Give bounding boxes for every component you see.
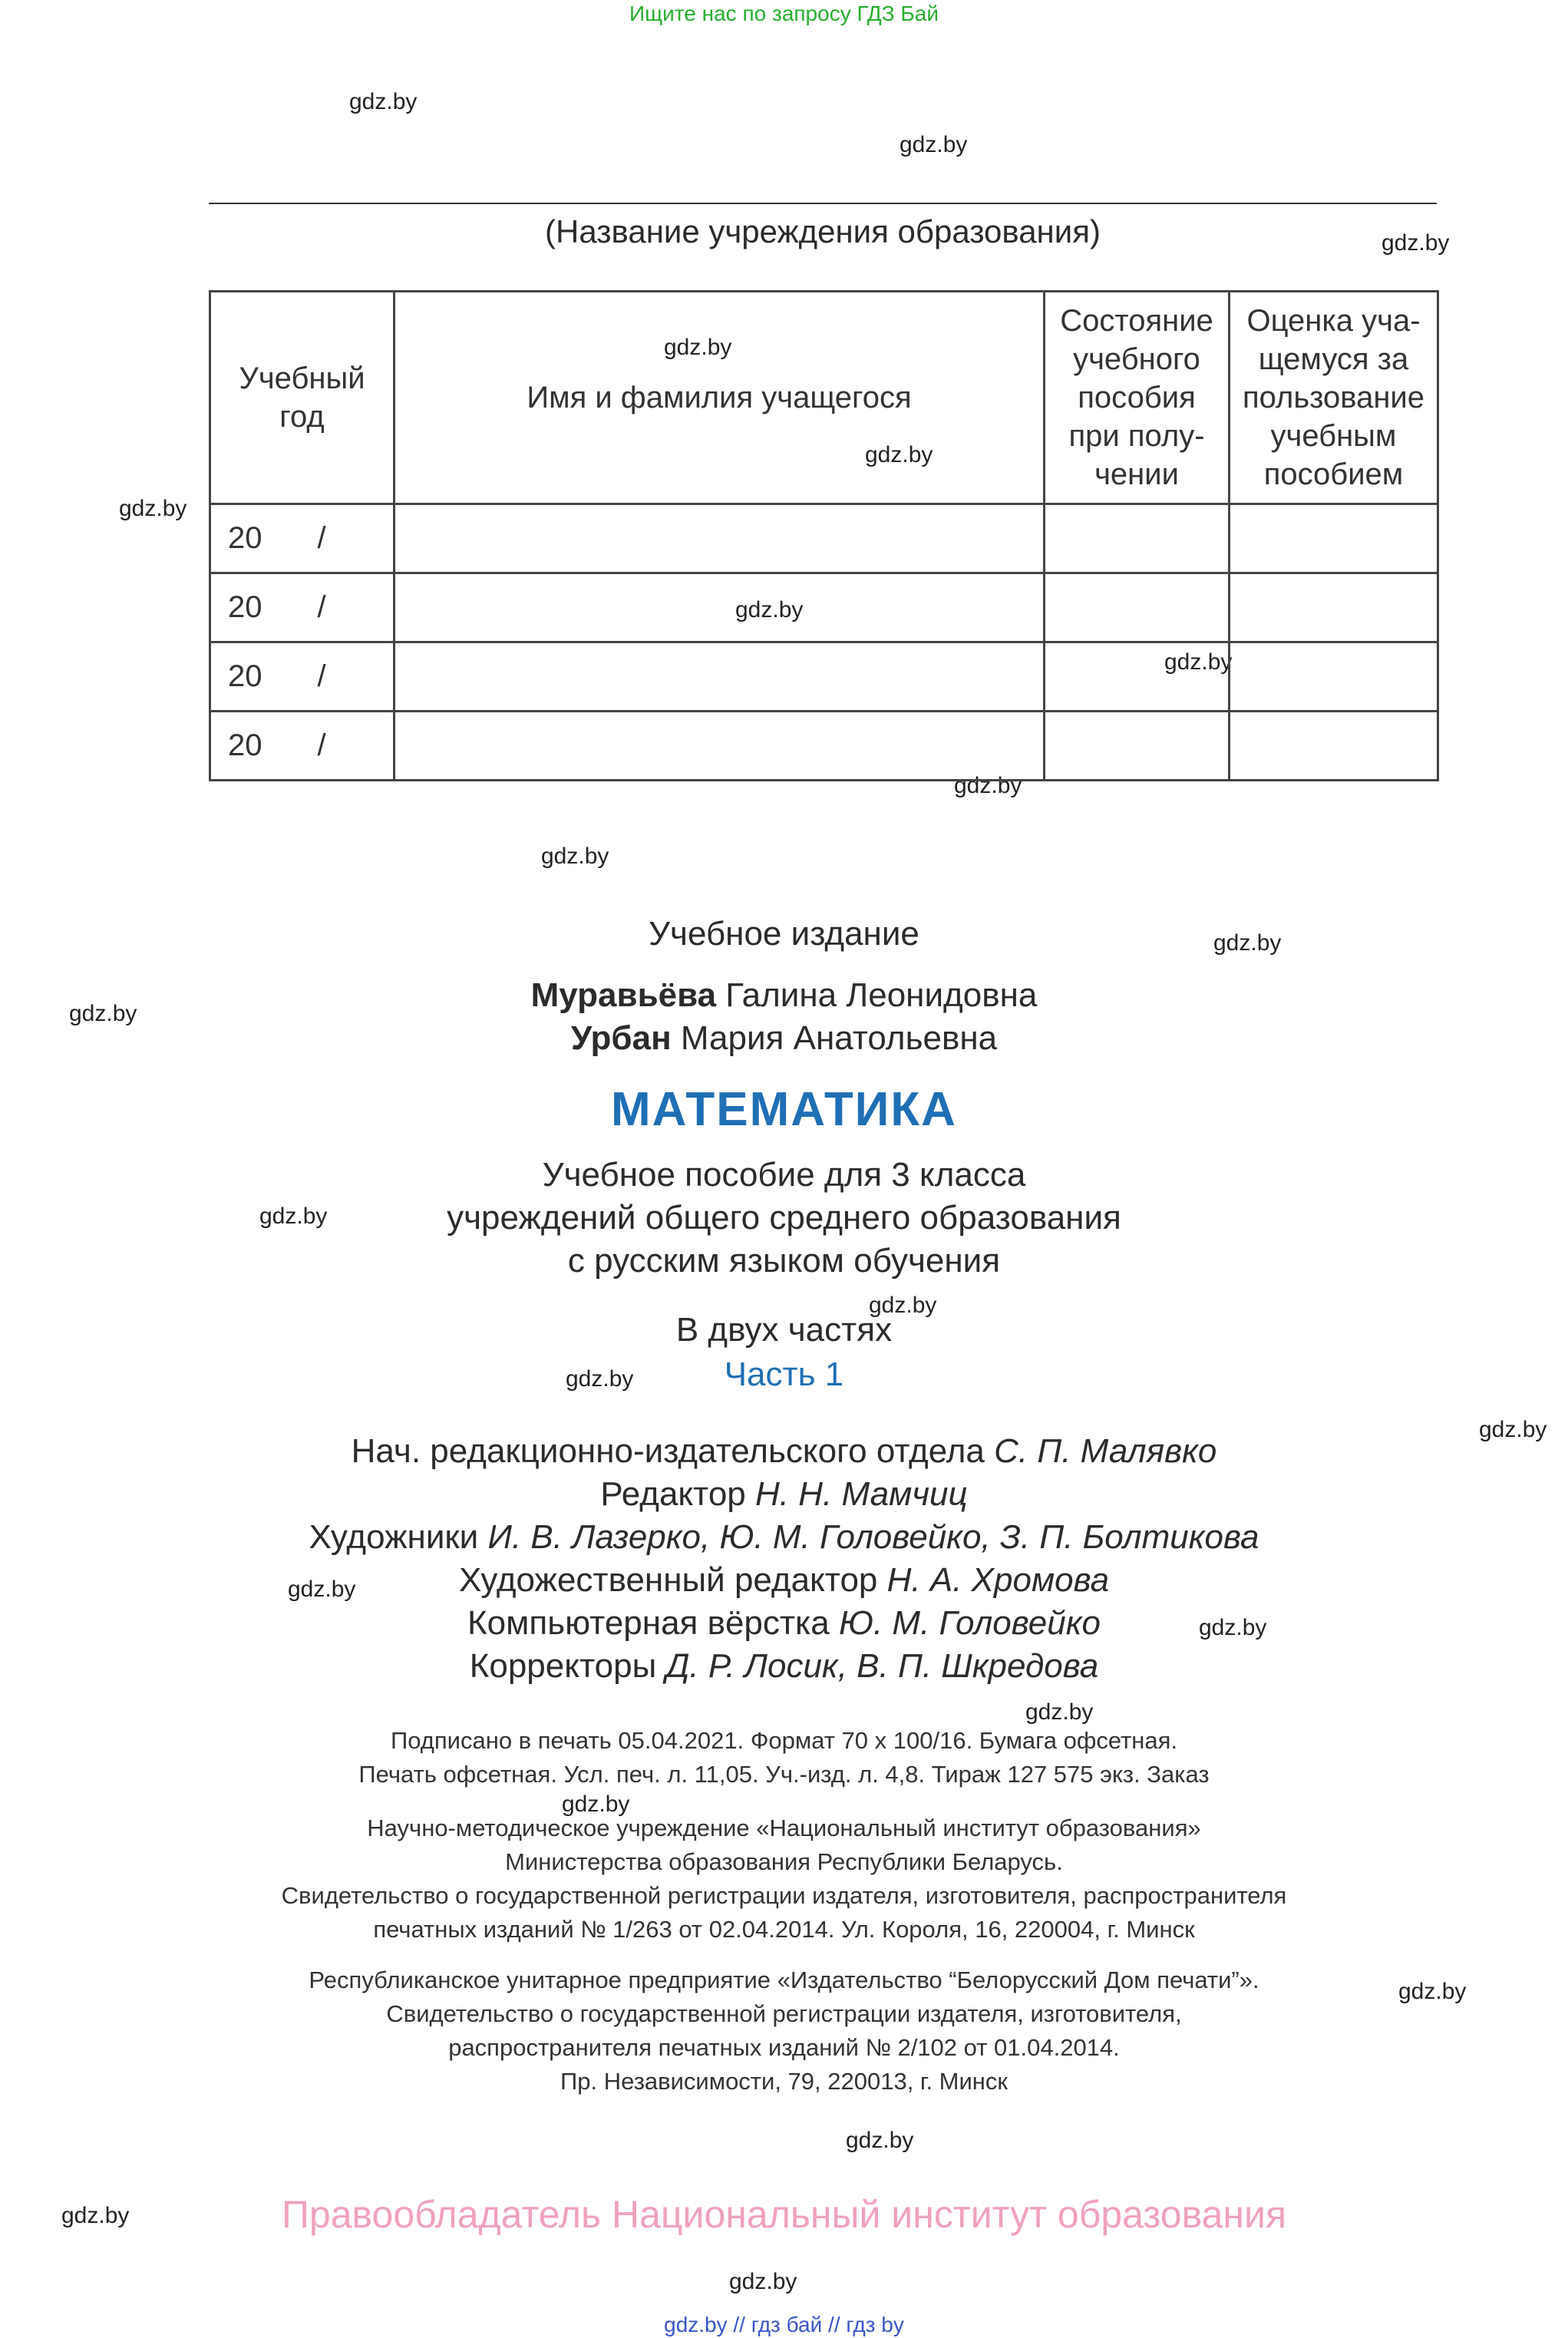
staff-line <box>0 1518 1568 1557</box>
edition-type: Учебное издание <box>649 915 919 953</box>
staff-names: И. В. Лазерко, Ю. М. Головейко, З. П. Болтикова <box>487 1518 1259 1556</box>
watermark: gdz.by <box>69 1001 137 1026</box>
header-book-condition: Состояние учебного пособия при полу- чении <box>1045 292 1230 504</box>
top-search-note[interactable]: Ищите нас по запросу ГДЗ Бай <box>629 2 939 25</box>
grade-cell[interactable] <box>1230 642 1438 712</box>
imprint-line: Подписано в печать 05.04.2021. Формат 70 х 100/16. Бумага офсетная. <box>390 1727 1178 1754</box>
watermark: gdz.by <box>259 1204 328 1229</box>
watermark: gdz.by <box>735 597 804 622</box>
watermark: gdz.by <box>1164 649 1233 675</box>
name-cell[interactable] <box>394 642 1045 712</box>
condition-cell[interactable] <box>1045 573 1230 642</box>
staff-role: Художники <box>309 1518 479 1556</box>
watermark: gdz.by <box>846 2128 914 2153</box>
imprint-line: Свидетельство о государственной регистрации издателя, изготовителя, распространителя <box>281 1882 1287 1909</box>
staff-names: Н. А. Хромова <box>886 1561 1110 1599</box>
staff-names: Д. Р. Лосик, В. П. Шкредова <box>665 1647 1099 1685</box>
watermark: gdz.by <box>869 1293 937 1318</box>
watermark: gdz.by <box>1025 1699 1094 1725</box>
imprint-line: Пр. Независимости, 79, 220013, г. Минск <box>560 2068 1008 2095</box>
subtitle-line: В двух частях <box>675 1311 893 1349</box>
watermark: gdz.by <box>1398 1979 1467 2004</box>
imprint-line: Свидетельство о государственной регистрации издателя, изготовителя, <box>386 2000 1182 2027</box>
subtitle-line: учреждений общего среднего образования <box>447 1199 1121 1237</box>
imprint-line: распространителя печатных изданий № 2/102 от 01.04.2014. <box>448 2034 1120 2061</box>
staff-names: Ю. М. Головейко <box>838 1604 1101 1642</box>
year-cell: 20 / <box>210 642 394 712</box>
watermark: gdz.by <box>288 1577 356 1602</box>
watermark: gdz.by <box>541 844 609 869</box>
rights-holder: Правообладатель Национальный институт образования <box>281 2193 1287 2236</box>
watermark: gdz.by <box>349 89 418 114</box>
watermark: gdz.by <box>664 335 732 360</box>
imprint-line: печатных изданий № 1/263 от 02.04.2014. Ул. Короля, 16, 220004, г. Минск <box>373 1916 1195 1943</box>
staff-role: Редактор <box>600 1475 746 1513</box>
author-line <box>0 976 1568 1015</box>
watermark: gdz.by <box>954 773 1022 798</box>
condition-cell[interactable] <box>1045 504 1230 573</box>
watermark: gdz.by <box>61 2203 130 2228</box>
staff-role: Художественный редактор <box>458 1561 878 1599</box>
watermark: gdz.by <box>729 2269 797 2294</box>
imprint-line: Республиканское унитарное предприятие «Издательство “Белорусский Дом печати”». <box>309 1966 1259 1993</box>
year-cell: 20 / <box>210 573 394 642</box>
watermark: gdz.by <box>1479 1417 1547 1442</box>
imprint-line: Печать офсетная. Усл. печ. л. 11,05. Уч.-изд. л. 4,8. Тираж 127 575 экз. Заказ <box>358 1761 1210 1788</box>
imprint-line: Министерства образования Республики Беларусь. <box>505 1848 1063 1875</box>
institution-name-line <box>209 203 1437 204</box>
subtitle-line: с русским языком обучения <box>567 1242 1001 1280</box>
grade-cell[interactable] <box>1230 573 1438 642</box>
grade-cell[interactable] <box>1230 712 1438 781</box>
staff-line <box>0 1647 1568 1686</box>
condition-cell[interactable] <box>1045 642 1233 712</box>
staff-line <box>0 1561 1568 1600</box>
watermark: gdz.by <box>1199 1615 1267 1640</box>
year-cell: 20 / <box>210 504 394 573</box>
staff-line <box>0 1475 1568 1514</box>
staff-names: С. П. Малявко <box>994 1432 1217 1470</box>
part-number: Часть 1 <box>724 1356 844 1393</box>
footer-links[interactable]: gdz.by // гдз бай // гдз by <box>664 2313 904 2336</box>
header-student-name: Имя и фамилия учащегося <box>394 292 1045 504</box>
table-row <box>210 504 1438 573</box>
name-cell[interactable] <box>394 504 1045 573</box>
subtitle-line: Учебное пособие для 3 класса <box>542 1156 1026 1194</box>
watermark: gdz.by <box>566 1366 634 1392</box>
textbook-usage-table <box>209 290 1439 781</box>
staff-line <box>0 1432 1568 1471</box>
grade-cell[interactable] <box>1230 504 1438 573</box>
staff-role: Компьютерная вёрстка <box>467 1604 830 1642</box>
institution-caption: (Название учреждения образования) <box>545 213 1101 249</box>
watermark: gdz.by <box>562 1791 630 1817</box>
book-title: МАТЕМАТИКА <box>611 1083 957 1136</box>
watermark: gdz.by <box>900 132 968 157</box>
staff-role: Корректоры <box>469 1647 657 1685</box>
staff-names: Н. Н. Мамчиц <box>755 1475 968 1513</box>
author-name: Мария Анатольевна <box>680 1019 998 1057</box>
condition-cell[interactable] <box>1045 712 1230 781</box>
header-academic-year: Учебный год <box>210 292 394 504</box>
staff-role: Нач. редакционно-издательского отдела <box>351 1432 985 1470</box>
table-row <box>210 642 1438 712</box>
watermark: gdz.by <box>119 496 187 521</box>
header-usage-grade: Оценка уча- щемуся за пользование учебным пособием <box>1230 292 1438 504</box>
imprint-line: Научно-методическое учреждение «Национальный институт образования» <box>367 1815 1201 1841</box>
table-header-row <box>210 292 1438 504</box>
author-name: Галина Леонидовна <box>725 976 1038 1014</box>
watermark: gdz.by <box>1213 930 1282 956</box>
table-row <box>210 573 1438 642</box>
name-cell[interactable] <box>394 573 1045 642</box>
table-row <box>210 712 1438 781</box>
author-line <box>0 1019 1568 1058</box>
author-surname: Муравьёва <box>530 976 717 1014</box>
name-cell[interactable] <box>394 712 1045 781</box>
watermark: gdz.by <box>1381 230 1450 256</box>
staff-line <box>0 1604 1568 1643</box>
author-surname: Урбан <box>570 1019 672 1057</box>
watermark: gdz.by <box>865 442 933 467</box>
year-cell: 20 / <box>210 712 394 781</box>
